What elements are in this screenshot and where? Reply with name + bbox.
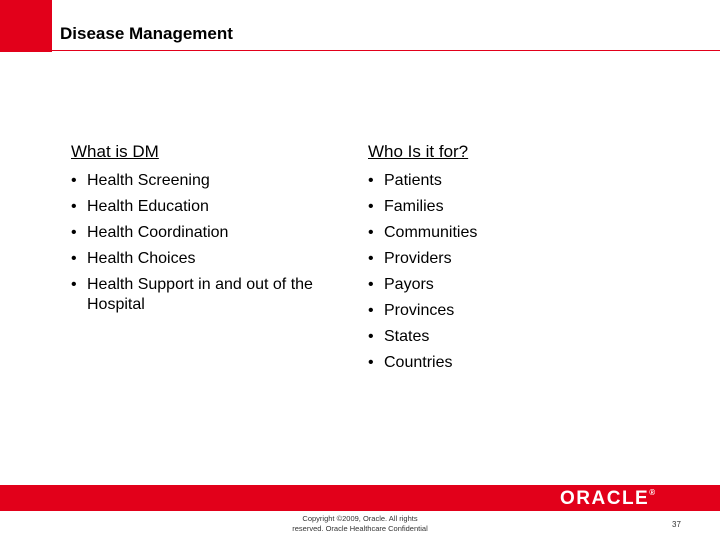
bullet-icon: • [368,354,374,371]
bullet-icon: • [71,198,77,215]
list-item [368,197,668,217]
bullet-icon: • [368,224,374,241]
list-item-text: Communities [384,224,478,241]
bullet-icon: • [368,302,374,319]
list-item-text: Health Support in and out of the Hospital [87,276,313,313]
bullet-icon: • [71,172,77,189]
list-item-text: States [384,328,430,345]
list-item-text: Countries [384,354,453,371]
bullet-icon: • [368,328,374,345]
list-item [368,171,668,191]
list-item-text: Health Coordination [87,224,229,241]
list-item [368,249,668,269]
list-item [71,249,361,269]
list-item [71,275,361,315]
list-item-text: Patients [384,172,442,189]
bullet-icon: • [368,276,374,293]
copyright-line-2: reserved. Oracle Healthcare Confidential [292,524,428,533]
list-item-text: Health Education [87,198,209,215]
red-corner-block [0,0,52,52]
bullet-icon: • [368,172,374,189]
left-bullet-list [71,171,361,315]
list-item-text: Payors [384,276,434,293]
oracle-logo [560,488,655,510]
left-column [71,142,361,321]
list-item [71,171,361,191]
list-item [368,301,668,321]
page-number: 37 [672,520,681,529]
list-item-text: Provinces [384,302,455,319]
logo-text: ORACLE [560,488,650,509]
list-item [368,275,668,295]
copyright-notice [270,514,450,534]
registered-mark: ® [649,488,656,497]
bullet-icon: • [71,224,77,241]
left-column-heading: What is DM [71,142,159,161]
slide-title: Disease Management [60,24,233,43]
list-item [368,327,668,347]
copyright-line-1: Copyright ©2009, Oracle. All rights [302,514,418,523]
bullet-icon: • [71,276,77,293]
bullet-icon: • [368,250,374,267]
right-bullet-list [368,171,668,373]
list-item [368,353,668,373]
title-underline [52,50,720,51]
bullet-icon: • [368,198,374,215]
right-column [368,142,668,379]
list-item-text: Providers [384,250,452,267]
list-item-text: Health Screening [87,172,210,189]
list-item-text: Families [384,198,444,215]
list-item [71,223,361,243]
list-item [368,223,668,243]
list-item-text: Health Choices [87,250,196,267]
bullet-icon: • [71,250,77,267]
right-column-heading: Who Is it for? [368,142,469,161]
list-item [71,197,361,217]
